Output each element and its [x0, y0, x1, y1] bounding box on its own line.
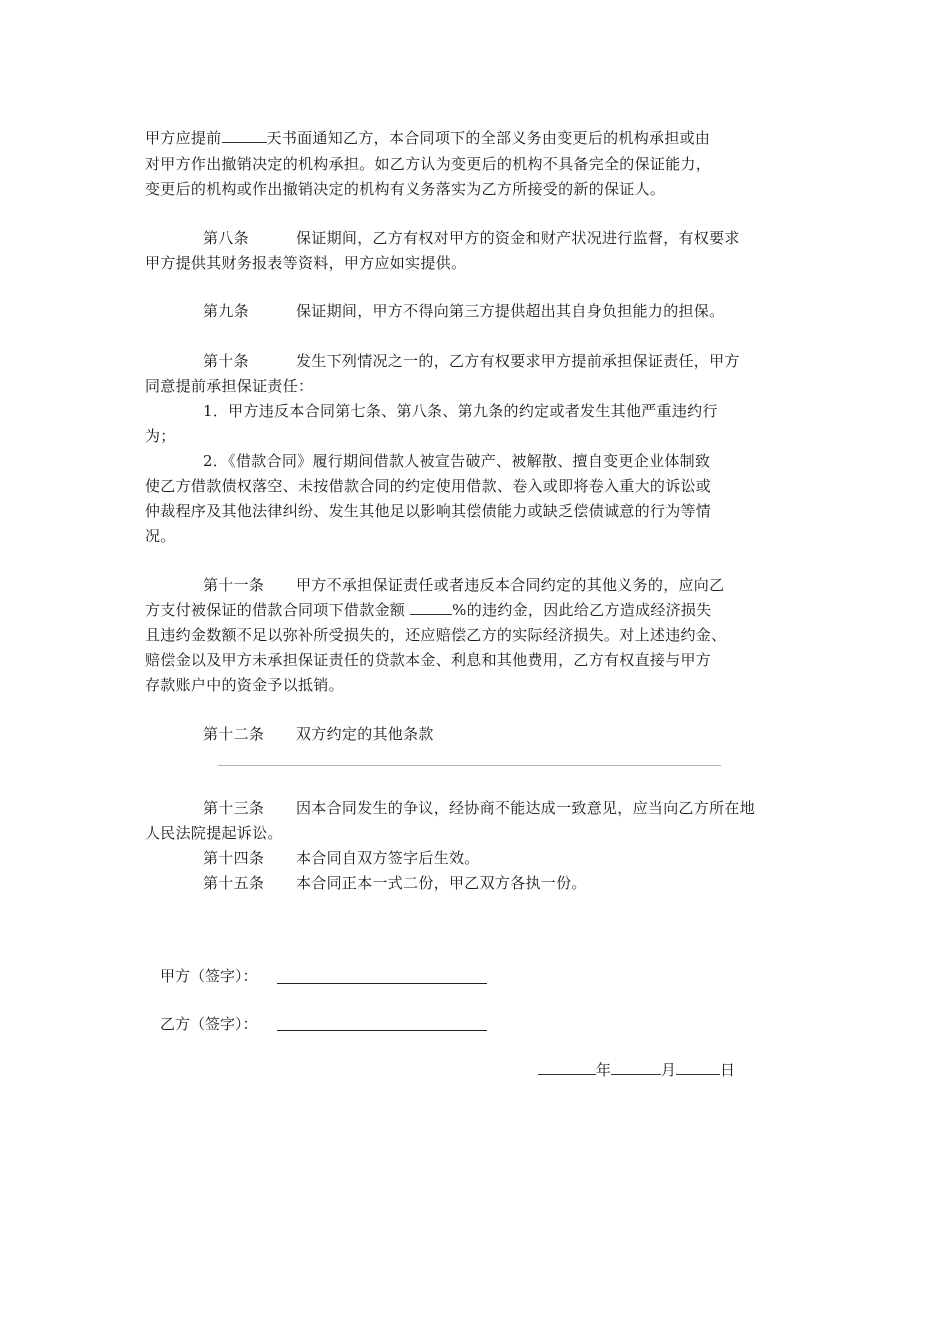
article-11-line-4: 赔偿金以及甲方未承担保证责任的贷款本金、利息和其他费用，乙方有权直接与甲方 [145, 651, 712, 669]
article-text: 保证期间，甲方不得向第三方提供超出其自身负担能力的担保。 [296, 302, 725, 320]
intro-text: 甲方应提前 [145, 129, 222, 147]
article-text: 双方约定的其他条款 [296, 725, 434, 743]
article-10-item-2-cont: 况。 [145, 527, 176, 545]
article-11-line-2 [145, 598, 712, 622]
article-text: 发生下列情况之一的，乙方有权要求甲方提前承担保证责任，甲方 [296, 352, 740, 370]
day-label: 日 [720, 1061, 736, 1079]
article-14 [203, 846, 480, 870]
article-10-item-1-cont: 为； [145, 427, 176, 445]
article-title: 第十四条 [203, 849, 265, 867]
party-b-signature-label: 乙方（签字）： [160, 1015, 258, 1033]
article-title: 第八条 [203, 229, 249, 247]
article-title: 第十三条 [203, 799, 265, 817]
article-11-line-3: 且违约金数额不足以弥补所受损失的，还应赔偿乙方的实际经济损失。对上述违约金、 [145, 626, 727, 644]
article-11-line-5: 存款账户中的资金予以抵销。 [145, 676, 344, 694]
article-10-item-1: 1．甲方违反本合同第七条、第八条、第九条的约定或者发生其他严重违约行 [203, 402, 718, 420]
article-15 [203, 871, 587, 895]
article-10-item-2-cont: 仲裁程序及其他法律纠纷、发生其他足以影响其偿债能力或缺乏偿债诚意的行为等情 [145, 502, 712, 520]
article-9 [203, 299, 724, 323]
article-10-item-2: 2．《借款合同》履行期间借款人被宣告破产、被解散、擅自变更企业体制致 [203, 452, 711, 470]
intro-line-1 [145, 126, 710, 150]
article-13 [203, 796, 755, 820]
article-text: 方支付被保证的借款合同项下借款金额 [145, 601, 411, 619]
day-blank[interactable] [676, 1060, 720, 1075]
month-blank[interactable] [611, 1060, 661, 1075]
year-blank[interactable] [538, 1060, 596, 1075]
article-11 [203, 573, 724, 597]
article-13-line-2: 人民法院提起诉讼。 [145, 824, 283, 842]
article-8 [203, 226, 740, 250]
article-text: 保证期间，乙方有权对甲方的资金和财产状况进行监督，有权要求 [296, 229, 740, 247]
article-10-line-2: 同意提前承担保证责任： [145, 377, 314, 395]
party-a-signature-label: 甲方（签字）： [160, 967, 258, 985]
intro-text: 天书面通知乙方，本合同项下的全部义务由变更后的机构承担或由 [266, 129, 711, 147]
article-10 [203, 349, 740, 373]
article-text: 甲方不承担保证责任或者违反本合同约定的其他义务的，应向乙 [296, 576, 725, 594]
other-terms-line [218, 765, 721, 766]
article-title: 第十一条 [203, 576, 265, 594]
article-8-line-2: 甲方提供其财务报表等资料，甲方应如实提供。 [145, 254, 467, 272]
days-blank [222, 128, 267, 143]
article-text: 因本合同发生的争议，经协商不能达成一致意见，应当向乙方所在地 [296, 799, 756, 817]
party-b-signature-field[interactable] [277, 1030, 487, 1031]
article-title: 第九条 [203, 302, 249, 320]
article-text: 本合同自双方签字后生效。 [296, 849, 480, 867]
year-label: 年 [596, 1061, 612, 1079]
percent-blank [410, 600, 452, 615]
article-title: 第十条 [203, 352, 249, 370]
article-text: %的违约金，因此给乙方造成经济损失 [452, 601, 712, 619]
signing-date [538, 1058, 735, 1082]
month-label: 月 [661, 1061, 677, 1079]
article-title: 第十五条 [203, 874, 265, 892]
intro-line-2: 对甲方作出撤销决定的机构承担。如乙方认为变更后的机构不具备完全的保证能力， [145, 155, 712, 173]
article-12 [203, 722, 434, 746]
article-title: 第十二条 [203, 725, 265, 743]
party-a-signature-field[interactable] [277, 983, 487, 984]
intro-line-3: 变更后的机构或作出撤销决定的机构有义务落实为乙方所接受的新的保证人。 [145, 180, 666, 198]
article-10-item-2-cont: 使乙方借款债权落空、未按借款合同的约定使用借款、卷入或即将卷入重大的诉讼或 [145, 477, 712, 495]
article-text: 本合同正本一式二份，甲乙双方各执一份。 [296, 874, 587, 892]
